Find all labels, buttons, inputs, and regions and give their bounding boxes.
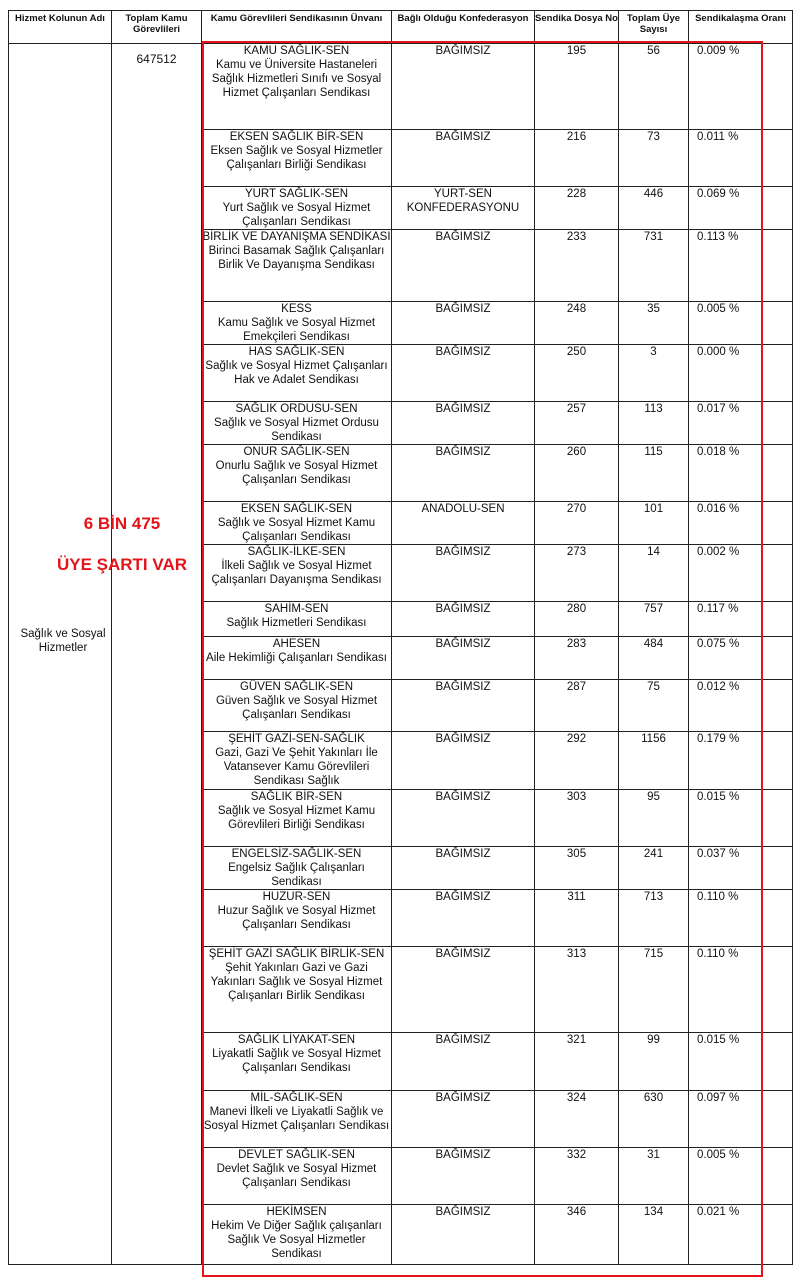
confederation-value: BAĞIMSIZ	[435, 848, 491, 860]
union-name-cell	[202, 680, 392, 732]
union-short-name: KESS	[281, 303, 312, 315]
union-full-name: Sağlık ve Sosyal Hizmet Çalışanları Hak ve Adalet Sendikası	[205, 360, 388, 386]
file-no-cell	[535, 445, 619, 502]
file-no-cell	[535, 44, 619, 130]
confederation-value: BAĞIMSIZ	[435, 1149, 491, 1161]
members-value: 241	[643, 848, 664, 860]
rate-cell	[689, 1091, 793, 1148]
union-name-cell	[202, 302, 392, 345]
confederation-cell	[392, 890, 535, 947]
members-cell	[619, 890, 689, 947]
union-short-name: YURT SAĞLIK-SEN	[244, 188, 349, 200]
file-no-value: 248	[566, 303, 587, 315]
file-no-value: 270	[566, 503, 587, 515]
confederation-cell	[392, 847, 535, 890]
rate-cell	[689, 890, 793, 947]
members-value: 35	[647, 303, 660, 315]
members-value: 713	[643, 891, 664, 903]
file-no-value: 260	[566, 446, 587, 458]
file-no-value: 311	[567, 891, 586, 903]
rate-value: 0.037 %	[697, 848, 740, 860]
file-no-cell	[535, 502, 619, 545]
rate-cell	[689, 130, 793, 187]
union-short-name: EKSEN SAĞLIK-SEN	[240, 503, 353, 515]
rate-value: 0.117 %	[697, 603, 739, 615]
file-no-value: 321	[566, 1034, 587, 1046]
union-full-name: Yurt Sağlık ve Sosyal Hizmet Çalışanları Sendikası	[222, 202, 371, 228]
union-name-cell	[202, 890, 392, 947]
rate-cell	[689, 345, 793, 402]
confederation-cell	[392, 44, 535, 130]
file-no-value: 280	[566, 603, 587, 615]
union-name-cell	[202, 1205, 392, 1265]
union-full-name: Sağlık ve Sosyal Hizmet Kamu Çalışanları Sendikası	[217, 517, 376, 543]
union-full-name: Sağlık ve Sosyal Hizmet Kamu Görevlileri Birliği Sendikası	[217, 805, 376, 831]
members-cell	[619, 790, 689, 847]
confederation-value: BAĞIMSIZ	[435, 546, 491, 558]
union-short-name: ONUR SAĞLIK-SEN	[243, 446, 350, 458]
union-name-cell	[202, 445, 392, 502]
rate-value: 0.110 %	[697, 891, 739, 903]
union-name-cell	[202, 947, 392, 1033]
total-public-servants: 647512	[136, 52, 177, 66]
rate-value: 0.012 %	[697, 681, 740, 693]
confederation-cell	[392, 445, 535, 502]
confederation-cell	[392, 130, 535, 187]
union-full-name: Liyakatli Sağlık ve Sosyal Hizmet Çalışanları Sendikası	[212, 1048, 381, 1074]
members-cell	[619, 1205, 689, 1265]
confederation-value: BAĞIMSIZ	[435, 231, 491, 243]
union-short-name: KAMU SAĞLIK-SEN	[243, 45, 350, 57]
confederation-cell	[392, 1148, 535, 1205]
confederation-cell	[392, 732, 535, 790]
union-name-cell	[202, 637, 392, 680]
confederation-value: BAĞIMSIZ	[435, 791, 491, 803]
members-cell	[619, 732, 689, 790]
file-no-cell	[535, 130, 619, 187]
members-value: 73	[647, 131, 660, 143]
union-full-name: Hekim Ve Diğer Sağlık çalışanları Sağlık Ve Sosyal Hizmetler Sendikası	[211, 1220, 382, 1260]
file-no-cell	[535, 545, 619, 602]
rate-value: 0.005 %	[697, 1149, 740, 1161]
members-value: 101	[643, 503, 664, 515]
union-full-name: Kamu ve Üniversite Hastaneleri Sağlık Hizmetleri Sınıfı ve Sosyal Hizmet Çalışanları Sendikası	[211, 59, 382, 99]
rate-cell	[689, 230, 793, 302]
members-value: 630	[643, 1092, 664, 1104]
union-short-name: GÜVEN SAĞLIK-SEN	[239, 681, 354, 693]
members-cell	[619, 637, 689, 680]
members-cell	[619, 680, 689, 732]
union-short-name: DEVLET SAĞLIK-SEN	[238, 1149, 355, 1161]
rate-cell	[689, 1033, 793, 1091]
header-file-no: Sendika Dosya No	[535, 11, 619, 44]
confederation-cell	[392, 790, 535, 847]
file-no-value: 305	[566, 848, 587, 860]
service-cell	[9, 44, 112, 1265]
rate-cell	[689, 545, 793, 602]
union-full-name: Eksen Sağlık ve Sosyal Hizmetler Çalışanları Birliği Sendikası	[210, 145, 383, 171]
file-no-value: 313	[566, 948, 587, 960]
members-value: 3	[650, 346, 657, 358]
annotation-line-2: ÜYE ŞARTI VAR	[56, 555, 188, 574]
union-name-cell	[202, 187, 392, 230]
header-rate: Sendikalaşma Oranı	[689, 11, 793, 44]
confederation-cell	[392, 302, 535, 345]
rate-value: 0.009 %	[697, 45, 740, 57]
rate-value: 0.002 %	[697, 546, 740, 558]
confederation-value: BAĞIMSIZ	[435, 948, 491, 960]
confederation-cell	[392, 1033, 535, 1091]
union-name-cell	[202, 44, 392, 130]
members-cell	[619, 402, 689, 445]
union-short-name: MİL-SAĞLIK-SEN	[250, 1092, 343, 1104]
rate-cell	[689, 502, 793, 545]
total-cell	[112, 44, 202, 1265]
union-table	[8, 10, 793, 1265]
members-value: 31	[647, 1149, 660, 1161]
union-full-name: Engelsiz Sağlık Çalışanları Sendikası	[228, 862, 365, 888]
file-no-value: 303	[566, 791, 587, 803]
union-name-cell	[202, 502, 392, 545]
file-no-cell	[535, 732, 619, 790]
union-full-name: Aile Hekimliği Çalışanları Sendikası	[206, 652, 387, 664]
members-cell	[619, 230, 689, 302]
confederation-cell	[392, 1091, 535, 1148]
confederation-value: BAĞIMSIZ	[435, 446, 491, 458]
union-short-name: HAS SAĞLIK-SEN	[248, 346, 345, 358]
union-short-name: ENGELSİZ-SAĞLIK-SEN	[231, 848, 362, 860]
members-cell	[619, 302, 689, 345]
members-value: 757	[643, 603, 664, 615]
union-name-cell	[202, 545, 392, 602]
members-value: 446	[643, 188, 664, 200]
union-name-cell	[202, 130, 392, 187]
union-short-name: SAĞLIK ORDUSU-SEN	[235, 403, 358, 415]
members-cell	[619, 345, 689, 402]
rate-cell	[689, 732, 793, 790]
members-cell	[619, 602, 689, 637]
file-no-cell	[535, 1033, 619, 1091]
file-no-cell	[535, 345, 619, 402]
confederation-value: BAĞIMSIZ	[435, 733, 491, 745]
header-union: Kamu Görevlileri Sendikasının Ünvanı	[202, 11, 392, 44]
file-no-cell	[535, 602, 619, 637]
rate-value: 0.179 %	[697, 733, 740, 745]
rate-cell	[689, 1148, 793, 1205]
confederation-value: BAĞIMSIZ	[435, 1034, 491, 1046]
rate-value: 0.097 %	[697, 1092, 740, 1104]
header-members: Toplam Üye Sayısı	[619, 11, 689, 44]
file-no-cell	[535, 302, 619, 345]
union-name-cell	[202, 1091, 392, 1148]
union-name-cell	[202, 1033, 392, 1091]
confederation-cell	[392, 502, 535, 545]
file-no-value: 324	[566, 1092, 587, 1104]
file-no-value: 287	[566, 681, 587, 693]
members-value: 95	[647, 791, 660, 803]
confederation-cell	[392, 187, 535, 230]
union-name-cell	[202, 230, 392, 302]
confederation-value: BAĞIMSIZ	[435, 45, 491, 57]
rate-cell	[689, 44, 793, 130]
union-short-name: ŞEHİT GAZİ-SEN-SAĞLIK	[228, 733, 365, 745]
file-no-value: 332	[566, 1149, 587, 1161]
confederation-value: BAĞIMSIZ	[435, 131, 491, 143]
union-name-cell	[202, 1148, 392, 1205]
union-full-name: Sağlık Hizmetleri Sendikası	[226, 617, 367, 629]
annotation-line-1: 6 BİN 475	[83, 514, 161, 533]
members-value: 56	[647, 45, 660, 57]
table-header-row	[9, 11, 793, 44]
rate-value: 0.016 %	[697, 503, 740, 515]
members-cell	[619, 1091, 689, 1148]
union-short-name: AHESEN	[272, 638, 321, 650]
confederation-value: BAĞIMSIZ	[435, 1092, 491, 1104]
file-no-cell	[535, 847, 619, 890]
confederation-cell	[392, 602, 535, 637]
rate-cell	[689, 402, 793, 445]
rate-value: 0.000 %	[697, 346, 740, 358]
members-value: 99	[647, 1034, 660, 1046]
rate-value: 0.011 %	[697, 131, 739, 143]
rate-value: 0.015 %	[697, 1034, 740, 1046]
file-no-cell	[535, 1205, 619, 1265]
confederation-value: ANADOLU-SEN	[421, 503, 505, 515]
union-short-name: EKSEN SAĞLIK BİR-SEN	[229, 131, 364, 143]
confederation-value: BAĞIMSIZ	[435, 1206, 491, 1218]
union-short-name: HEKİMSEN	[266, 1206, 327, 1218]
union-full-name: Huzur Sağlık ve Sosyal Hizmet Çalışanları Sendikası	[217, 905, 376, 931]
members-cell	[619, 187, 689, 230]
union-full-name: Kamu Sağlık ve Sosyal Hizmet Emekçileri Sendikası	[217, 317, 376, 343]
confederation-cell	[392, 947, 535, 1033]
file-no-value: 346	[566, 1206, 587, 1218]
union-name-cell	[202, 402, 392, 445]
union-name-cell	[202, 732, 392, 790]
members-cell	[619, 1148, 689, 1205]
file-no-value: 250	[566, 346, 587, 358]
rate-cell	[689, 302, 793, 345]
rate-cell	[689, 637, 793, 680]
union-full-name: Şehit Yakınları Gazi ve Gazi Yakınları Sağlık ve Sosyal Hizmet Çalışanları Birlik Sendikası	[210, 962, 383, 1002]
confederation-cell	[392, 402, 535, 445]
table-row	[9, 44, 793, 130]
confederation-value: YURT-SEN KONFEDERASYONU	[406, 188, 520, 214]
members-cell	[619, 44, 689, 130]
file-no-value: 216	[566, 131, 587, 143]
rate-value: 0.017 %	[697, 403, 740, 415]
union-short-name: SAĞLIK LİYAKAT-SEN	[237, 1034, 356, 1046]
confederation-value: BAĞIMSIZ	[435, 303, 491, 315]
confederation-value: BAĞIMSIZ	[435, 603, 491, 615]
rate-cell	[689, 680, 793, 732]
rate-cell	[689, 187, 793, 230]
union-full-name: Birinci Basamak Sağlık Çalışanları Birlik Ve Dayanışma Sendikası	[208, 245, 385, 271]
rate-cell	[689, 847, 793, 890]
file-no-value: 233	[566, 231, 587, 243]
members-cell	[619, 445, 689, 502]
confederation-cell	[392, 680, 535, 732]
union-full-name: Sağlık ve Sosyal Hizmet Ordusu Sendikası	[214, 417, 379, 443]
members-value: 731	[643, 231, 664, 243]
rate-value: 0.075 %	[697, 638, 740, 650]
file-no-cell	[535, 890, 619, 947]
confederation-value: BAĞIMSIZ	[435, 403, 491, 415]
members-cell	[619, 502, 689, 545]
union-short-name: SAĞLIK BİR-SEN	[250, 791, 343, 803]
file-no-value: 283	[566, 638, 587, 650]
header-confederation: Bağlı Olduğu Konfederasyon	[392, 11, 535, 44]
file-no-value: 273	[566, 546, 587, 558]
confederation-value: BAĞIMSIZ	[435, 681, 491, 693]
union-short-name: SAHİM-SEN	[264, 603, 329, 615]
rate-cell	[689, 790, 793, 847]
rate-cell	[689, 602, 793, 637]
union-full-name: Manevi İlkeli ve Liyakatli Sağlık ve Sosyal Hizmet Çalışanları Sendikası	[203, 1106, 390, 1132]
rate-value: 0.021 %	[697, 1206, 740, 1218]
union-full-name: Devlet Sağlık ve Sosyal Hizmet Çalışanları Sendikası	[216, 1163, 377, 1189]
union-name-cell	[202, 345, 392, 402]
file-no-value: 292	[566, 733, 587, 745]
file-no-value: 195	[566, 45, 587, 57]
members-value: 75	[647, 681, 660, 693]
union-full-name: Gazi, Gazi Ve Şehit Yakınları İle Vatansever Kamu Görevlileri Sendikası Sağlık	[215, 747, 378, 787]
confederation-value: BAĞIMSIZ	[435, 346, 491, 358]
rate-value: 0.069 %	[697, 188, 740, 200]
rate-value: 0.015 %	[697, 791, 740, 803]
union-full-name: İlkeli Sağlık ve Sosyal Hizmet Çalışanları Dayanışma Sendikası	[211, 560, 382, 586]
members-value: 115	[644, 446, 663, 458]
members-value: 113	[644, 403, 663, 415]
confederation-value: BAĞIMSIZ	[435, 891, 491, 903]
confederation-value: BAĞIMSIZ	[435, 638, 491, 650]
file-no-value: 257	[566, 403, 587, 415]
header-total: Toplam Kamu Görevlileri	[112, 11, 202, 44]
file-no-cell	[535, 637, 619, 680]
rate-value: 0.110 %	[697, 948, 739, 960]
confederation-cell	[392, 230, 535, 302]
union-full-name: Güven Sağlık ve Sosyal Hizmet Çalışanları Sendikası	[215, 695, 378, 721]
members-cell	[619, 130, 689, 187]
file-no-cell	[535, 1148, 619, 1205]
members-cell	[619, 947, 689, 1033]
confederation-cell	[392, 345, 535, 402]
file-no-cell	[535, 790, 619, 847]
union-short-name: HUZUR-SEN	[262, 891, 331, 903]
confederation-cell	[392, 637, 535, 680]
rate-value: 0.005 %	[697, 303, 740, 315]
union-short-name: SAĞLIK-İLKE-SEN	[247, 546, 346, 558]
union-short-name: ŞEHİT GAZİ SAĞLIK BİRLİK-SEN	[208, 948, 385, 960]
file-no-cell	[535, 402, 619, 445]
file-no-cell	[535, 680, 619, 732]
rate-value: 0.113 %	[697, 231, 739, 243]
members-value: 484	[643, 638, 664, 650]
union-full-name: Onurlu Sağlık ve Sosyal Hizmet Çalışanları Sendikası	[215, 460, 378, 486]
rate-cell	[689, 947, 793, 1033]
union-name-cell	[202, 602, 392, 637]
rate-cell	[689, 1205, 793, 1265]
members-value: 715	[643, 948, 664, 960]
rate-value: 0.018 %	[697, 446, 740, 458]
file-no-cell	[535, 187, 619, 230]
union-short-name: BİRLİK VE DAYANIŞMA SENDİKASI	[202, 231, 391, 243]
file-no-cell	[535, 230, 619, 302]
header-service: Hizmet Kolunun Adı	[9, 11, 112, 44]
union-name-cell	[202, 790, 392, 847]
members-cell	[619, 847, 689, 890]
members-cell	[619, 1033, 689, 1091]
members-cell	[619, 545, 689, 602]
rate-cell	[689, 445, 793, 502]
file-no-cell	[535, 947, 619, 1033]
file-no-cell	[535, 1091, 619, 1148]
confederation-cell	[392, 545, 535, 602]
members-value: 134	[643, 1206, 664, 1218]
confederation-cell	[392, 1205, 535, 1265]
service-name: Sağlık ve Sosyal Hizmetler	[20, 628, 106, 654]
table-body	[9, 44, 793, 1265]
members-value: 1156	[641, 733, 666, 745]
union-name-cell	[202, 847, 392, 890]
file-no-value: 228	[566, 188, 587, 200]
members-value: 14	[647, 546, 660, 558]
